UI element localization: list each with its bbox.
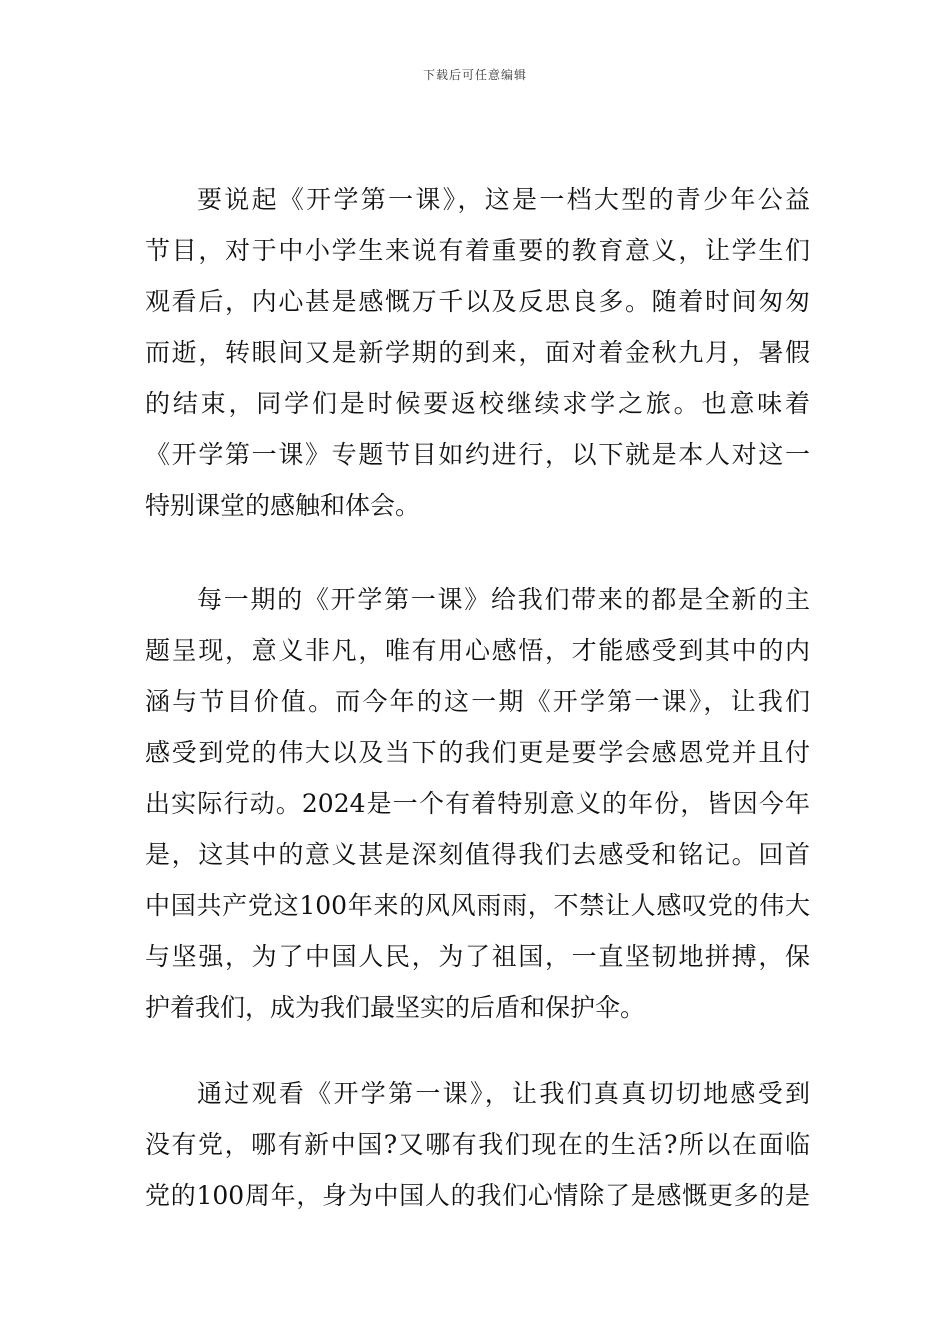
paragraph-line: 节目，对于中小学生来说有着重要的教育意义，让学生们 [145, 236, 810, 265]
paragraph-line: 题呈现，意义非凡，唯有用心感悟，才能感受到其中的内 [145, 636, 810, 665]
paragraph-line: 而逝，转眼间又是新学期的到来，面对着金秋九月，暑假 [145, 338, 810, 367]
paragraph-1 [145, 174, 810, 531]
header-note: 下载后可任意编辑 [422, 68, 527, 82]
paragraph-line: 没有党，哪有新中国?又哪有我们现在的生活?所以在面临 [145, 1130, 810, 1159]
paragraph-3 [145, 1068, 810, 1221]
paragraph-line: 出实际行动。2024是一个有着特别意义的年份，皆因今年 [145, 789, 810, 818]
paragraph-line: 要说起《开学第一课》，这是一档大型的青少年公益 [197, 185, 810, 214]
paragraph-line: 的结束，同学们是时候要返校继续求学之旅。也意味着 [145, 389, 810, 418]
paragraph-line: 中国共产党这100年来的风风雨雨，不禁让人感叹党的伟大 [145, 891, 810, 920]
paragraph-line: 党的100周年，身为中国人的我们心情除了是感慨更多的是 [145, 1181, 810, 1210]
paragraph-line: 观看后，内心甚是感慨万千以及反思良多。随着时间匆匆 [145, 287, 810, 316]
paragraph-2 [145, 574, 810, 1033]
paragraph-line: 护着我们，成为我们最坚实的后盾和保护伞。 [145, 993, 646, 1022]
paragraph-line: 涵与节目价值。而今年的这一期《开学第一课》，让我们 [145, 687, 810, 716]
paragraph-line: 通过观看《开学第一课》，让我们真真切切地感受到 [197, 1079, 810, 1108]
paragraph-line: 是，这其中的意义甚是深刻值得我们去感受和铭记。回首 [145, 840, 810, 869]
paragraph-line: 与坚强，为了中国人民，为了祖国，一直坚韧地拼搏，保 [145, 942, 810, 971]
paragraph-line: 每一期的《开学第一课》给我们带来的都是全新的主 [197, 585, 810, 614]
paragraph-line: 特别课堂的感触和体会。 [145, 491, 421, 520]
paragraph-line: 《开学第一课》专题节目如约进行，以下就是本人对这一 [145, 440, 810, 469]
paragraph-line: 感受到党的伟大以及当下的我们更是要学会感恩党并且付 [145, 738, 810, 767]
